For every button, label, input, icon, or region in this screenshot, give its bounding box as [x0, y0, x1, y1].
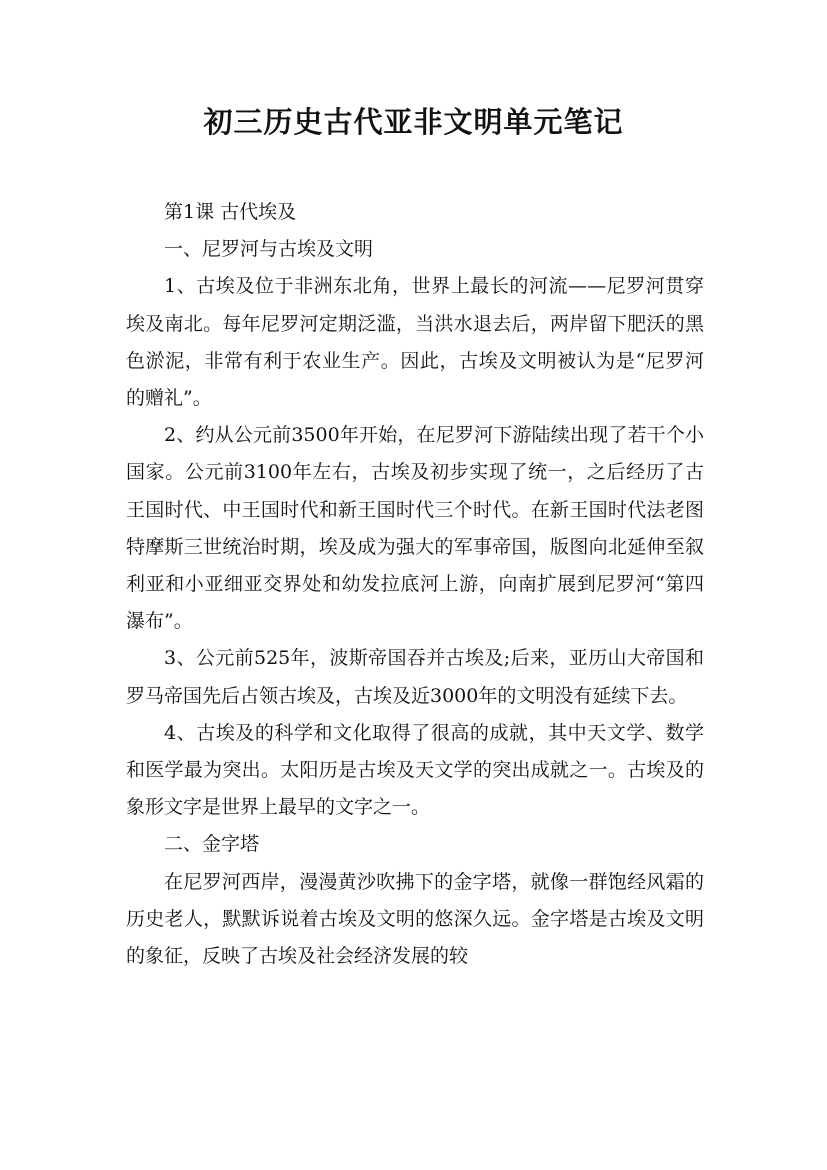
document-body — [126, 194, 704, 975]
paragraph-2: 2、约从公元前3500年开始，在尼罗河下游陆续出现了若干个小国家。公元前3100年左右，古埃及初步实现了统一，之后经历了古王国时代、中王国时代和新王国时代三个时代。在新王国时代法老图特摩斯三世统治时期，埃及成为强大的军事帝国，版图向北延伸至叙利亚和小亚细亚交界处和幼发拉底河上游，向南扩展到尼罗河“第四瀑布”。 — [126, 424, 704, 633]
section-heading-pyramids: 二、金字塔 — [164, 833, 260, 856]
document-title: 初三历史古代亚非文明单元笔记 — [203, 105, 624, 139]
paragraph-5: 在尼罗河西岸，漫漫黄沙吹拂下的金字塔，就像一群饱经风霜的历史老人，默默诉说着古埃及文明的悠深久远。金字塔是古埃及文明的象征，反映了古埃及社会经济发展的较 — [126, 870, 704, 968]
paragraph-3: 3、公元前525年，波斯帝国吞并古埃及;后来，亚历山大帝国和罗马帝国先后占领古埃及，古埃及近3000年的文明没有延续下去。 — [126, 647, 704, 707]
paragraph-4: 4、古埃及的科学和文化取得了很高的成就，其中天文学、数学和医学最为突出。太阳历是古埃及天文学的突出成就之一。古埃及的象形文字是世界上最早的文字之一。 — [126, 721, 704, 819]
lesson-heading: 第1课 古代埃及 — [164, 201, 297, 223]
section-heading-nile: 一、尼罗河与古埃及文明 — [164, 238, 374, 261]
paragraph-1: 1、古埃及位于非洲东北角，世界上最长的河流——尼罗河贯穿埃及南北。每年尼罗河定期泛滥，当洪水退去后，两岸留下肥沃的黑色淤泥，非常有利于农业生产。因此，古埃及文明被认为是“尼罗河的赠礼”。 — [126, 275, 704, 410]
